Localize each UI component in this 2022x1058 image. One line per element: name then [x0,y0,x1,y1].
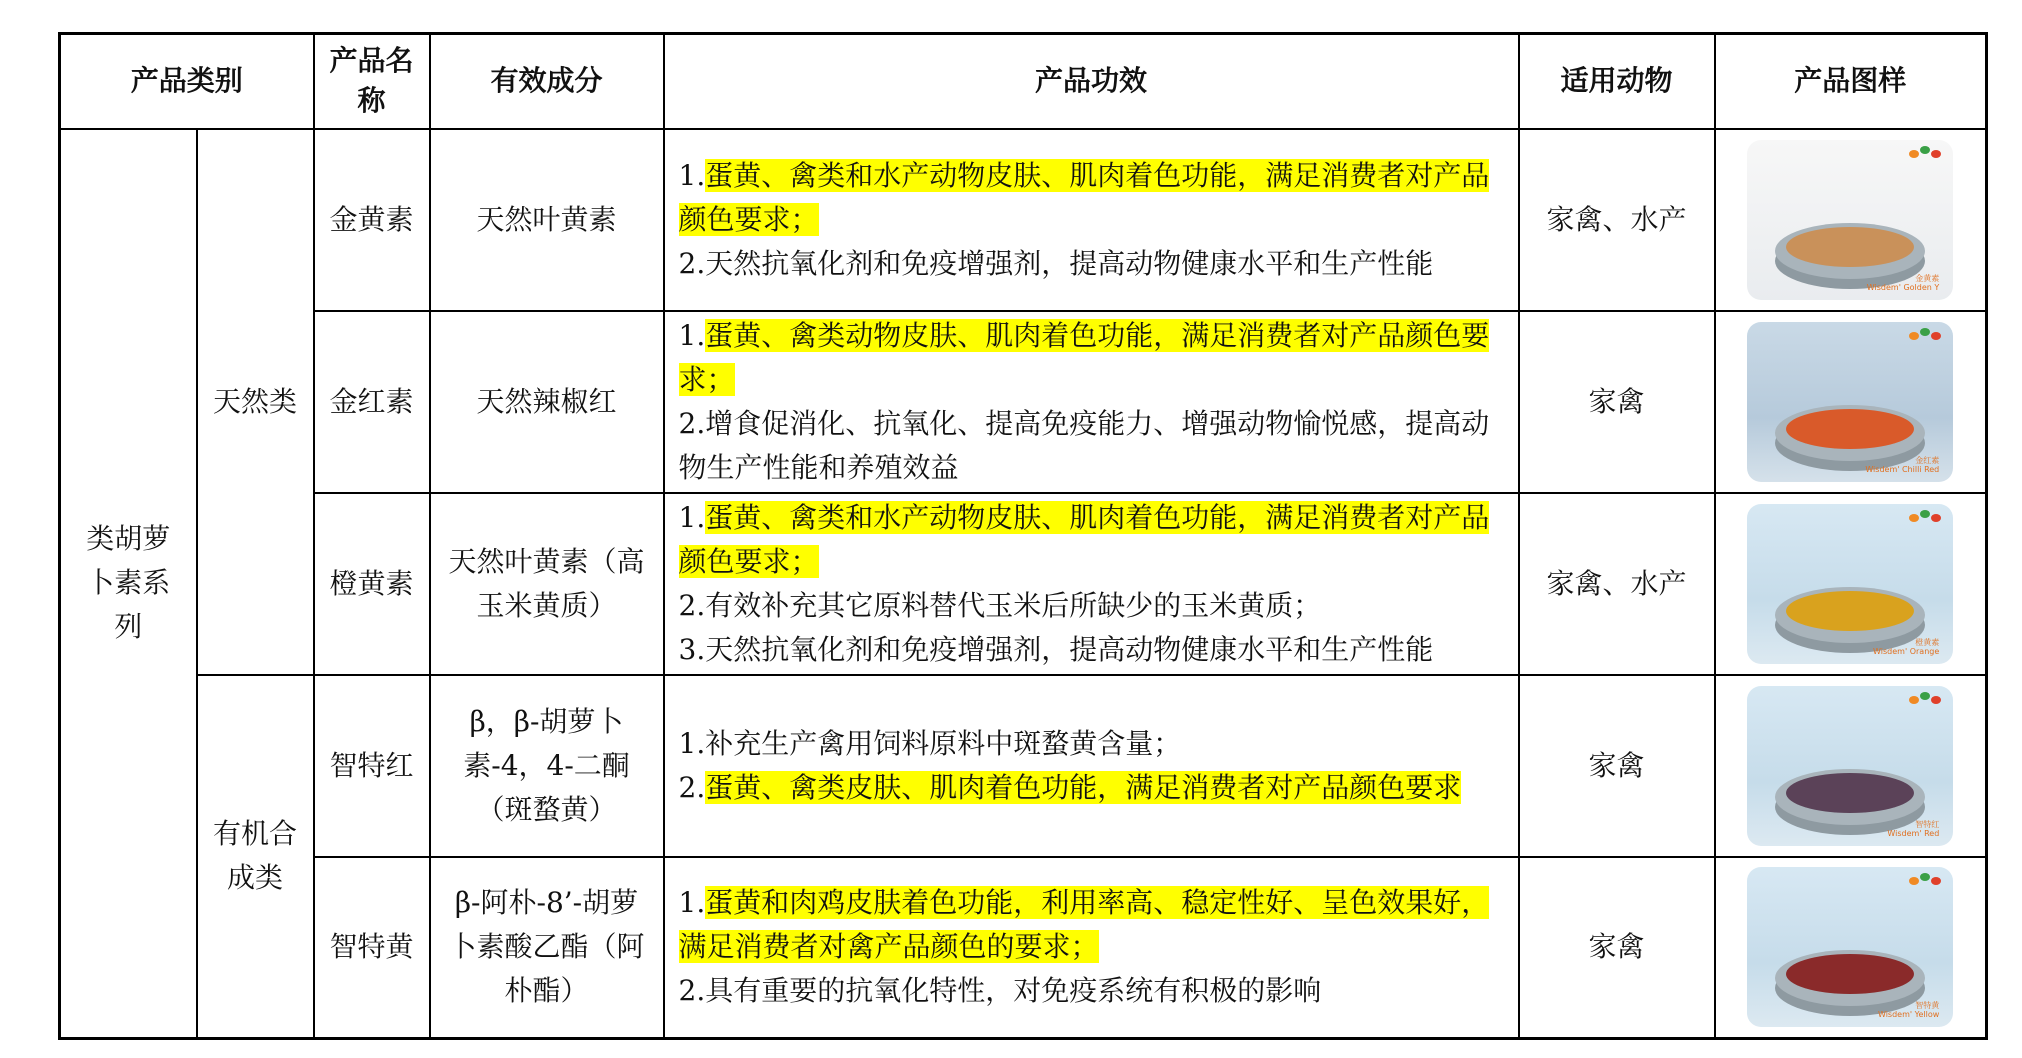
photo-caption: 金红素 Wisdem' Chilli Red [1865,455,1940,474]
photo-caption: 智特红 Wisdem' Red [1887,819,1940,838]
header-name: 产品名称 [314,34,430,129]
effect-line: 1.补充生产禽用饲料原料中斑蝥黄含量； [678,726,1182,760]
effect-cell [664,857,1519,1039]
powder-icon [1786,591,1914,631]
animals: 家禽、水产 [1519,129,1715,311]
header-image: 产品图样 [1715,34,1987,129]
effect-cell [664,311,1519,493]
product-image [1715,493,1987,675]
table-row [60,311,1987,493]
product-photo [1747,322,1953,482]
photo-caption: 智特黄 Wisdem' Yellow [1877,1001,1940,1020]
ingredient: β-阿朴-8’-胡萝卜素酸乙酯（阿朴酯） [430,857,664,1039]
effect-line: 2.具有重要的抗氧化特性，对免疫系统有积极的影响 [678,974,1322,1008]
product-table [58,32,1988,1040]
table-row [60,129,1987,311]
effect-cell [664,129,1519,311]
header-row [60,34,1987,129]
header-effect: 产品功效 [664,34,1519,129]
brand-logo-icon [1909,873,1943,889]
animals: 家禽 [1519,857,1715,1039]
powder-icon [1786,409,1914,449]
product-photo [1747,867,1953,1027]
effect-line: 2.有效补充其它原料替代玉米后所缺少的玉米黄质； [678,588,1322,622]
group-natural: 天然类 [197,129,314,675]
effect-line: 2.蛋黄、禽类皮肤、肌肉着色功能，满足消费者对产品颜色要求 [678,770,1462,804]
product-name: 橙黄素 [314,493,430,675]
effect-line: 2.天然抗氧化剂和免疫增强剂，提高动物健康水平和生产性能 [678,246,1434,280]
header-animals: 适用动物 [1519,34,1715,129]
group-synthetic: 有机合成类 [197,675,314,1039]
powder-icon [1786,227,1914,267]
animals: 家禽、水产 [1519,493,1715,675]
table-row [60,675,1987,857]
product-image [1715,857,1987,1039]
effect-line: 2.增食促消化、抗氧化、提高免疫能力、增强动物愉悦感，提高动物生产性能和养殖效益 [678,406,1490,484]
powder-icon [1786,773,1914,813]
product-photo [1747,504,1953,664]
photo-caption: 金黄素 Wisdem' Golden Y [1866,273,1940,292]
product-name: 智特黄 [314,857,430,1039]
brand-logo-icon [1909,328,1943,344]
animals: 家禽 [1519,311,1715,493]
photo-caption: 橙黄素 Wisdem' Orange [1873,637,1940,656]
series-cell: 类胡萝卜素系列 [60,129,197,1039]
product-name: 金黄素 [314,129,430,311]
brand-logo-icon [1909,692,1943,708]
effect-line: 1.蛋黄、禽类和水产动物皮肤、肌肉着色功能，满足消费者对产品颜色要求； [678,158,1490,236]
product-photo [1747,686,1953,846]
product-image [1715,675,1987,857]
product-photo [1747,140,1953,300]
ingredient: 天然叶黄素 [430,129,664,311]
product-image [1715,129,1987,311]
animals: 家禽 [1519,675,1715,857]
table-row [60,493,1987,675]
effect-line: 1.蛋黄、禽类动物皮肤、肌肉着色功能，满足消费者对产品颜色要求； [678,318,1490,396]
effect-cell [664,675,1519,857]
product-name: 智特红 [314,675,430,857]
effect-cell [664,493,1519,675]
brand-logo-icon [1909,510,1943,526]
product-image [1715,311,1987,493]
table-row [60,857,1987,1039]
ingredient: β，β-胡萝卜素-4，4-二酮（斑蝥黄） [430,675,664,857]
header-ingredient: 有效成分 [430,34,664,129]
effect-line: 1.蛋黄、禽类和水产动物皮肤、肌肉着色功能，满足消费者对产品颜色要求； [678,500,1490,578]
effect-line: 1.蛋黄和肉鸡皮肤着色功能，利用率高、稳定性好、呈色效果好，满足消费者对禽产品颜色的要求； [678,886,1490,964]
header-category: 产品类别 [60,34,314,129]
brand-logo-icon [1909,146,1943,162]
product-name: 金红素 [314,311,430,493]
ingredient: 天然辣椒红 [430,311,664,493]
effect-line: 3.天然抗氧化剂和免疫增强剂，提高动物健康水平和生产性能 [678,632,1434,666]
ingredient: 天然叶黄素（高玉米黄质） [430,493,664,675]
